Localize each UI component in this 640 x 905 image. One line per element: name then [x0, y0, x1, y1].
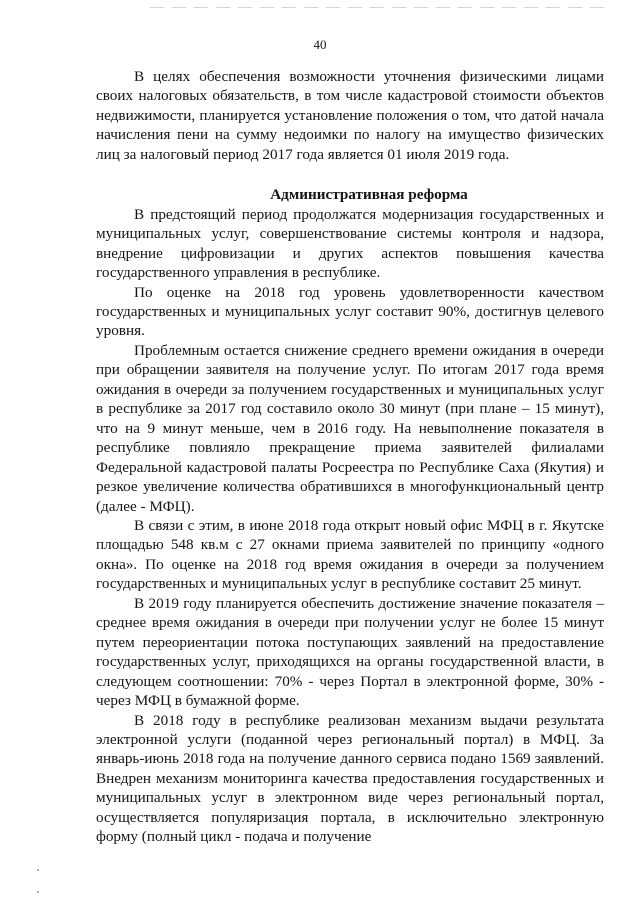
scan-speck	[37, 891, 39, 893]
section-heading: Административная реформа	[270, 186, 468, 204]
paragraph-satisfaction: По оценке на 2018 год уровень удовлетворенности качеством государственных и муниципальных услуг составит 90%, достигнув целевого уровня.	[96, 283, 604, 340]
intro-paragraph: В целях обеспечения возможности уточнения физическими лицами своих налоговых обязательств, в том числе кадастровой стоимости объектов недвижимости, планируется установление положения о том, что датой начала начисления пени на сумму недоимки по налогу на имущество физических лиц за налоговый период 2017 года является 01 июля 2019 года.	[96, 68, 604, 163]
scan-artifact-line	[150, 7, 605, 8]
paragraph-new-office: В связи с этим, в июне 2018 года открыт новый офис МФЦ в г. Якутске площадью 548 кв.м с 27 окнами приема заявителей по принципу «одного окна». По оценке на 2018 год время ожидания в очереди за получением государственных и муниципальных услуг в республике составит 25 минут.	[96, 516, 604, 593]
document-body	[96, 67, 604, 847]
scan-speck	[37, 869, 39, 871]
paragraph-modernization: В предстоящий период продолжатся модернизация государственных и муниципальных услуг, совершенствование системы контроля и надзора, внедрение цифровизации и других аспектов повышения качества государственного управления в республике.	[96, 205, 604, 282]
paragraph-2019-plan: В 2019 году планируется обеспечить достижение значение показателя – среднее время ожидания в очереди при получении услуг не более 15 минут путем переориентации потока поступающих заявлений на предоставление государственных услуг, приходящихся на органы государственной власти, в следующем соотношении: 70% - через Портал в электронной форме, 30% - через МФЦ в бумажной форме.	[96, 594, 604, 710]
page-number: 40	[313, 37, 327, 52]
paragraph-electronic-services: В 2018 году в республике реализован механизм выдачи результата электронной услуги (поданной через региональный портал) в МФЦ. За январь-июнь 2018 года на получение данного сервиса подано 1569 заявлений. Внедрен механизм мониторинга качества предоставления государственных и муниципальных услуг в электронном виде через региональный портал, осуществляется популяризация портала, в исключительно электронную форму (полный цикл - подача и получение	[96, 711, 604, 846]
paragraph-waiting-time: Проблемным остается снижение среднего времени ожидания в очереди при обращении заявителя на получение услуг. По итогам 2017 года время ожидания в очереди за получением государственных и муниципальных услуг в республике за 2017 год составило около 30 минут (при плане – 15 минут), что на 9 минут меньше, чем в 2016 году. На невыполнение показателя в республике повлияло прекращение приема заявителей филиалами Федеральной кадастровой палаты Росреестра по Республике Саха (Якутия) и резкое увеличение количества обратившихся в многофункциональный центр (далее - МФЦ).	[96, 341, 604, 515]
